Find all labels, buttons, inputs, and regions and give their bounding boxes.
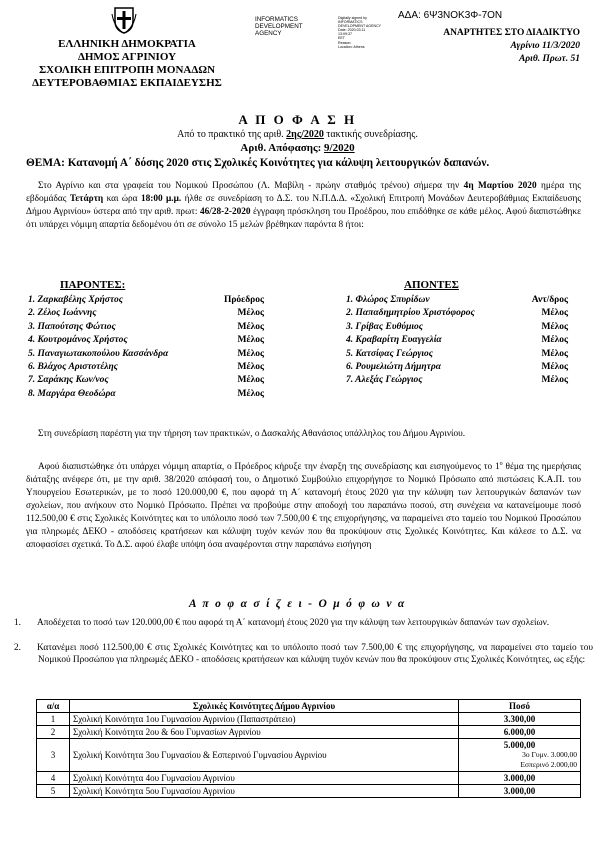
table-row xyxy=(37,772,581,785)
allocation-table xyxy=(36,699,581,798)
table-row xyxy=(37,726,581,739)
greek-emblem-icon xyxy=(111,6,137,34)
present-member-name: 3. Παπούτσης Φώτιος xyxy=(28,321,116,332)
subject-line: ΘΕΜΑ: Κατανομή Α΄ δόσης 2020 στις Σχολικές Κοινότητες για κάλυψη λειτουργικών δαπανών. xyxy=(26,157,490,169)
amount: 3.000,00 xyxy=(459,772,581,785)
absent-member-name: 4. Κραβαρίτη Ευαγγελία xyxy=(346,335,442,346)
proposal-paragraph: Αφού διαπιστώθηκε ότι υπάρχει νόμιμη απαρτία, ο Πρόεδρος κήρυξε την έναρξη της συνεδρίασης και εισηγούμενος το $1^o$ θέμα της ημερήσιας διάταξης ανέφερε ότι, με την αριθ. 38/2020 απόφασή του, ο Δημοτικό Συμβούλιο επιχορήγησε το Νομικό Πρόσωπο από πιστώσεις Κ.Α.Π. του Υπουργείου Εσωτερικών, με το ποσό 120.000,00 €, που αφορά τη Α΄ κατανομή έτους 2020 για την κάλυψη των λειτουργικών δαπανών των σχολείων, που ανήκουν στο Νομικό Πρόσωπο. Πρέπει να προβούμε στην αποδοχή του παραπάνω ποσού, στη συνέχεια να κατανείμουμε ποσό 112.500,00 € στις Σχολικές Κοινότητες και το υπόλοιπο ποσό των 7.500,00 € της επιχορήγησης, να παραμείνει στο ταμείο του Νομικού Προσώπου για πληρωμές ΔΕΚΟ - αποδόσεις κρατήσεων και κάλυψη τυχόν κενών που θα προκύψουν στις Σχολικές Κοινότητες. Και κάλεσε το Δ.Σ. να αποφασίσει σχετικά. Το Δ.Σ. αφού έλαβε υπόψη όσα αναφέρονται στην παραπάνω εισήγηση xyxy=(26,461,581,551)
absent-member-name: 3. Γρίβας Ευθύμιος xyxy=(346,321,423,332)
amount: 3.300,00 xyxy=(459,713,581,726)
present-member-role: Πρόεδρος xyxy=(223,295,264,305)
amount: 6.000,00 xyxy=(459,726,581,739)
protocol-number: Αριθ. Πρωτ. 51 xyxy=(518,54,580,64)
absent-member-role: Μέλος xyxy=(541,321,568,332)
school-community-name: Σχολική Κοινότητα 3ου Γυμνασίου & Εσπερινού Γυμνασίου Αγρινίου xyxy=(70,739,459,772)
amount-detail: Εσπερινό 2.000,00 xyxy=(520,760,577,769)
column-header: Σχολικές Κοινότητες Δήμου Αγρινίου xyxy=(70,700,459,713)
absent-member-name: 7. Αλεξάς Γεώργιος xyxy=(346,375,423,386)
present-member-role: Μέλος xyxy=(237,335,264,346)
present-member-role: Μέλος xyxy=(237,375,264,386)
amount-detail: 3ο Γυμν. 3.000,00 xyxy=(522,750,577,759)
table-header-row xyxy=(37,700,581,713)
issuer-line: ΔΕΥΤΕΡΟΒΑΘΜΙΑΣ ΕΚΠΑΙΔΕΥΣΗΣ xyxy=(32,77,222,89)
decision-number: Αριθ. Απόφασης: 9/2020 xyxy=(240,142,355,154)
column-header: α/α xyxy=(37,700,70,713)
absent-member-role: Μέλος xyxy=(541,335,568,346)
issuer-line: ΣΧΟΛΙΚΗ ΕΠΙΤΡΟΠΗ ΜΟΝΑΔΩΝ xyxy=(38,64,216,76)
present-member-role: Μέλος xyxy=(237,348,264,359)
resolution-title: Α π ο φ α σ ί ζ ε ι - Ο μ ό φ ω ν α xyxy=(188,598,407,610)
row-number: 3 xyxy=(37,739,70,772)
ada-code: ΑΔΑ: 6Ψ3ΝΟΚ3Φ-7ΟΝ xyxy=(398,10,503,21)
table-row xyxy=(37,739,581,772)
present-member-name: 7. Σαράκης Κων/νος xyxy=(28,375,109,386)
absent-member-name: 1. Φλώρος Σπυρίδων xyxy=(346,295,430,305)
present-member-role: Μέλος xyxy=(237,321,264,332)
absent-member-role: Μέλος xyxy=(541,362,568,372)
resolution-item-1: 1. Αποδέχεται το ποσό των 120.000,00 € που αφορά τη Α΄ κατανομή έτους 2020 για την κάλυψη των λειτουργικών δαπανών των σχολείων. xyxy=(14,618,550,628)
signature-stamp-details: Digitally signed by INFORMATICS DEVELOPMENT AGENCY Date: 2020.03.11 13:09:37 EET Reason: Location: Athens xyxy=(338,16,382,49)
school-community-name: Σχολική Κοινότητα 5ου Γυμνασίου Αγρινίου xyxy=(70,785,459,798)
absent-member-role: Μέλος xyxy=(541,348,568,359)
absent-member-name: 5. Κατσίφας Γεώργιος xyxy=(346,348,434,359)
absent-member-role: Μέλος xyxy=(541,375,568,386)
amount: 5.000,00 xyxy=(503,740,536,750)
posting-label: ΑΝΑΡΤΗΤΕΣ ΣΤΟ ΔΙΑΔΙΚΤΥΟ xyxy=(443,28,580,38)
minutes-reference: Από το πρακτικό της αριθ. 2ης/2020 τακτικής συνεδρίασης. xyxy=(177,129,418,140)
row-number: 2 xyxy=(37,726,70,739)
present-member-name: 5. Παναγιωτακοπούλου Κασσάνδρα xyxy=(28,348,169,359)
present-member-name: 8. Μαργάρα Θεοδώρα xyxy=(28,388,116,399)
present-member-name: 4. Κουτρομάνος Χρήστος xyxy=(28,335,128,346)
school-community-name: Σχολική Κοινότητα 1ου Γυμνασίου Αγρινίου (Παπαστράτειο) xyxy=(70,713,459,726)
absent-member-name: 2. Παπαδημητρίου Χριστόφορος xyxy=(346,308,475,319)
present-member-role: Μέλος xyxy=(237,362,264,372)
row-number: 4 xyxy=(37,772,70,785)
present-title: ΠΑΡΟΝΤΕΣ: xyxy=(60,279,126,291)
posting-info xyxy=(420,27,580,66)
present-member-name: 1. Ζαρκαβέλης Χρήστος xyxy=(28,295,123,305)
absent-title: ΑΠΟΝΤΕΣ xyxy=(404,279,459,291)
row-number: 5 xyxy=(37,785,70,798)
resolution-item-2: 2. Κατανέμει ποσό 112.500,00 € στις Σχολικές Κοινότητες και το υπόλοιπο ποσό των 7.500,00 € της επιχορήγησης, να παραμείνει στο ταμείο του Νομικού Προσώπου για πληρωμές ΔΕΚΟ - αποδόσεις κρατήσεων και κάλυψη τυχόν κενών που θα προκύψουν στις Σχολικές Κοινότητες, ως εξής: xyxy=(14,643,593,665)
absent-member-name: 6. Ρουμελιώτη Δήμητρα xyxy=(346,362,441,372)
intro-paragraph: Στο Αγρίνιο και στα γραφεία του Νομικού Προσώπου (Λ. Μαβίλη - πρώην σταθμός τρένου) σήμερα την 4η Μαρτίου 2020 ημέρα της εβδομάδας Τετάρτη και ώρα 18:00 μ.μ. ήλθε σε συνεδρίαση το Δ.Σ. του Ν.Π.Δ.Δ. «Σχολική Επιτροπή Μονάδων Δευτεροβάθμιας Εκπαίδευσης Δήμου Αγρινίου» ύστερα από την αριθ. πρωτ: 46/28-2-2020 έγγραφη πρόσκληση του Προέδρου, που επιδόθηκε σε κάθε μέλος. Αφού διαπιστώθηκε ότι υπάρχει νόμιμη απαρτία δεδομένου ότι σε σύνολο 15 μελών βρέθηκαν παρόντα 8 ήτοι: xyxy=(26,181,582,230)
present-member-role: Μέλος xyxy=(237,388,264,399)
school-community-name: Σχολική Κοινότητα 2ου & 6ου Γυμνασίων Αγρινίου xyxy=(70,726,459,739)
secretary-paragraph: Στη συνεδρίαση παρέστη για την τήρηση των πρακτικών, ο Δασκαλής Αθανάσιος υπάλληλος του Δήμου Αγρινίου. xyxy=(38,429,466,439)
issuer-block xyxy=(22,38,232,90)
amount: 3.000,00 xyxy=(459,785,581,798)
column-header: Ποσό xyxy=(459,700,581,713)
present-member-name: 2. Ζέλος Ιωάννης xyxy=(28,308,97,319)
school-community-name: Σχολική Κοινότητα 4ου Γυμνασίου Αγρινίου xyxy=(70,772,459,785)
signature-stamp-label: INFORMATICS DEVELOPMENT AGENCY xyxy=(255,16,303,37)
absent-member-role: Μέλος xyxy=(541,308,568,319)
amount-breakdown xyxy=(459,739,581,772)
document-title: Α Π Ο Φ Α Σ Η xyxy=(238,112,357,127)
table-row xyxy=(37,713,581,726)
row-number: 1 xyxy=(37,713,70,726)
present-member-name: 6. Βλάχος Αριστοτέλης xyxy=(28,362,118,372)
document-date: Αγρίνιο 11/3/2020 xyxy=(510,41,580,51)
absent-member-role: Αντ/δρος xyxy=(531,295,568,305)
table-row xyxy=(37,785,581,798)
issuer-line: ΔΗΜΟΣ ΑΓΡΙΝΙΟΥ xyxy=(77,51,177,63)
present-member-role: Μέλος xyxy=(237,308,264,319)
issuer-line: ΕΛΛΗΝΙΚΗ ΔΗΜΟΚΡΑΤΙΑ xyxy=(58,38,196,50)
